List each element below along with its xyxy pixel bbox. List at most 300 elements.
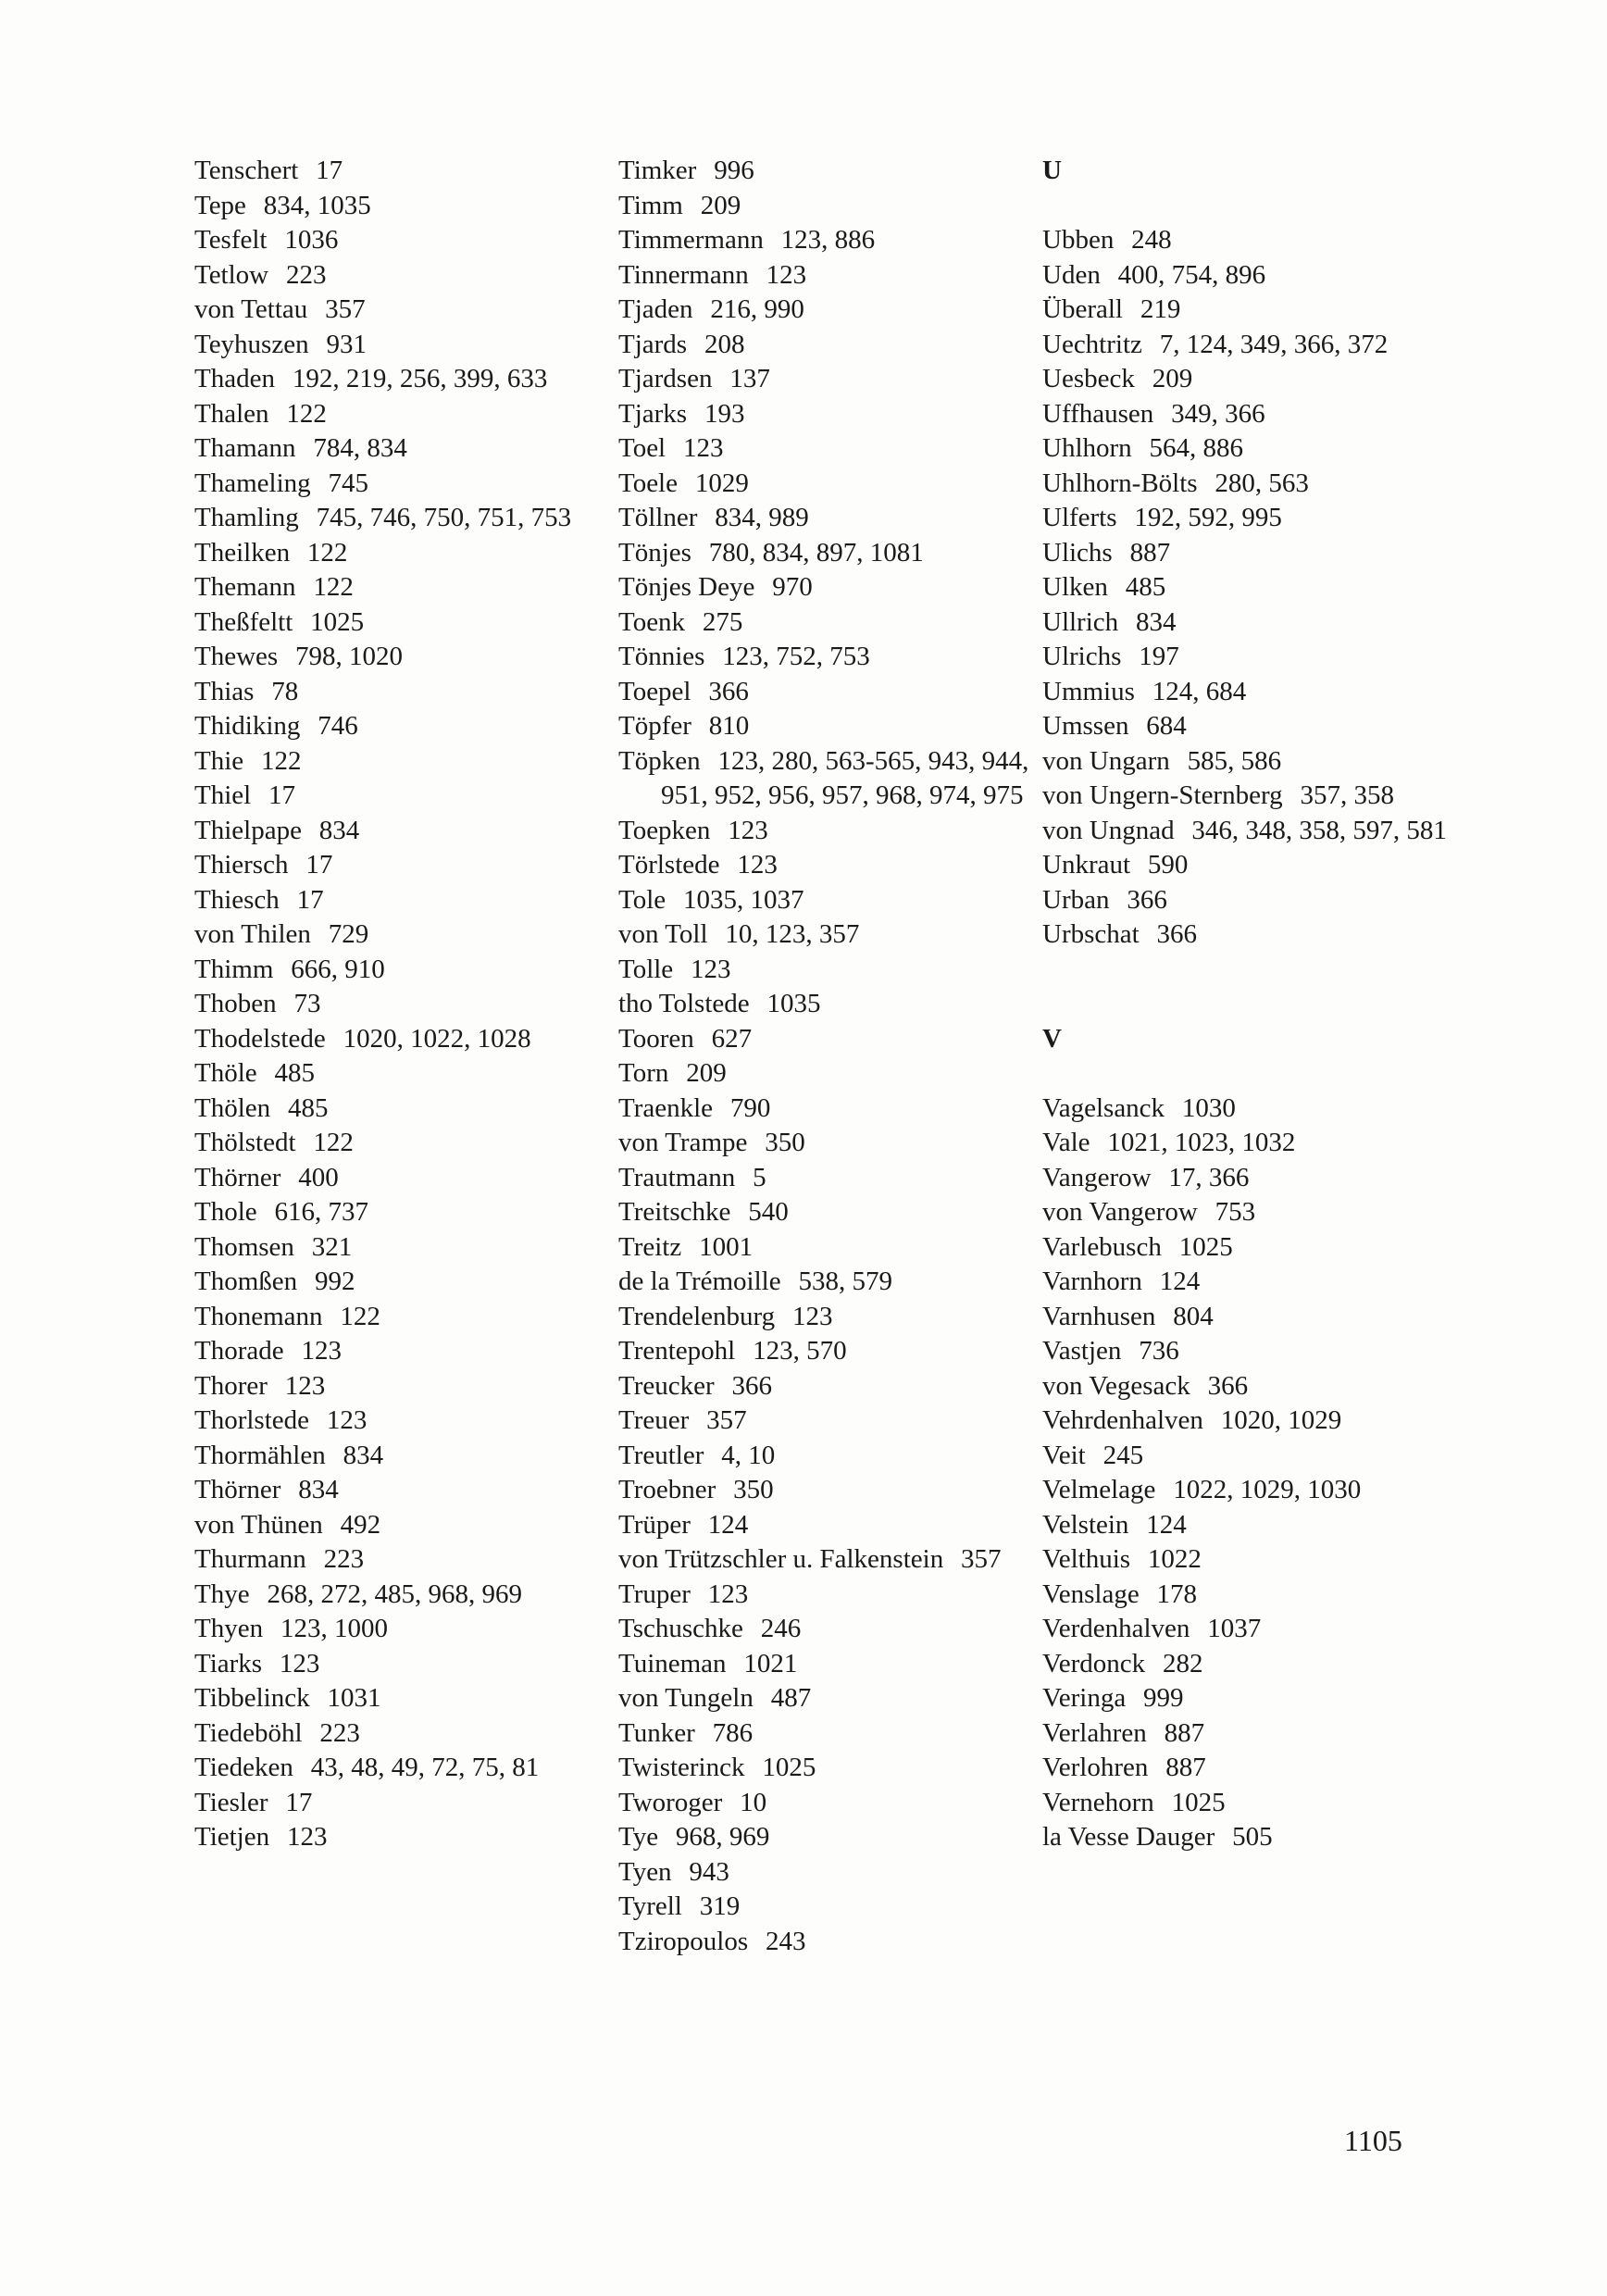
entry-pages: 538, 579	[798, 1267, 892, 1296]
entry-pages: 798, 1020	[295, 642, 404, 671]
entry-pages: 1021, 1023, 1032	[1107, 1128, 1296, 1157]
entry-name: Tepe	[194, 190, 246, 220]
entry-pages: 216, 990	[710, 294, 804, 324]
entry-name: Thormählen	[194, 1440, 326, 1470]
index-entry	[618, 1265, 1035, 1300]
entry-name: Tetlow	[194, 259, 269, 290]
entry-pages: 223	[285, 259, 327, 290]
entry-pages: 1029	[694, 468, 749, 498]
entry-pages: 122	[313, 572, 354, 602]
entry-pages: 684	[1146, 711, 1187, 741]
entry-name: von Thilen	[194, 919, 311, 949]
entry-name: Torn	[618, 1058, 669, 1088]
entry-name: Varnhusen	[1042, 1301, 1156, 1331]
index-entry	[194, 1473, 611, 1508]
entry-pages: 282	[1162, 1648, 1203, 1678]
entry-name: Tietjen	[194, 1822, 270, 1852]
index-entry	[618, 1751, 1035, 1786]
entry-name: von Ungern-Sternberg	[1042, 780, 1283, 810]
entry-name: Teyhuszen	[194, 329, 309, 359]
index-entry	[618, 1439, 1035, 1474]
entry-pages: 400, 754, 896	[1117, 259, 1266, 290]
entry-pages: 122	[306, 537, 348, 568]
entry-pages: 887	[1129, 537, 1171, 568]
entry-pages: 1025	[1171, 1787, 1226, 1817]
index-entry	[194, 779, 611, 814]
index-entry	[618, 953, 1035, 988]
entry-pages: 123	[682, 433, 724, 463]
entry-pages: 804	[1173, 1301, 1214, 1331]
index-entry	[618, 223, 1035, 258]
entry-name: Uesbeck	[1042, 364, 1135, 393]
index-column-2	[618, 154, 1035, 1959]
entry-name: Theilken	[194, 537, 291, 568]
entry-name: von Ungarn	[1042, 745, 1170, 776]
entry-pages: 193	[704, 398, 745, 429]
entry-pages: 1021	[743, 1648, 798, 1678]
entry-name: Überall	[1042, 294, 1123, 324]
entry-name: Thörner	[194, 1162, 281, 1192]
entry-name: Tibbelinck	[194, 1683, 310, 1713]
index-entry	[1042, 1612, 1459, 1647]
entry-name: Themann	[194, 572, 296, 602]
index-entry	[1042, 917, 1459, 953]
index-entry	[1042, 536, 1459, 571]
entry-name: Töpfer	[618, 711, 691, 741]
index-entry	[194, 848, 611, 883]
index-entry	[194, 1300, 611, 1335]
entry-name: Ubben	[1042, 225, 1115, 255]
index-entry	[618, 848, 1035, 883]
entry-name: von Vangerow	[1042, 1197, 1198, 1227]
entry-name: Truper	[618, 1578, 691, 1609]
entry-pages: 123	[326, 1405, 367, 1435]
entry-name: Vagelsanck	[1042, 1092, 1165, 1123]
entry-pages: 124	[707, 1509, 749, 1540]
index-entry	[194, 258, 611, 293]
index-entry	[1042, 1751, 1459, 1786]
entry-name: von Trampe	[618, 1128, 748, 1157]
entry-pages: 996	[714, 156, 754, 185]
entry-name: Tenschert	[194, 156, 299, 185]
index-entry	[618, 1542, 1035, 1578]
entry-name: Verdenhalven	[1042, 1614, 1190, 1643]
index-entry	[194, 987, 611, 1022]
entry-pages: 123	[691, 954, 731, 984]
entry-name: Urban	[1042, 884, 1110, 915]
entry-name: Thorade	[194, 1336, 284, 1366]
entry-name: Thoben	[194, 989, 277, 1018]
entry-name: tho Tolstede	[618, 989, 750, 1018]
index-entry	[618, 814, 1035, 849]
index-entry	[1042, 1265, 1459, 1300]
entry-pages: 10, 123, 357	[725, 919, 860, 949]
entry-name: Treutler	[618, 1440, 704, 1470]
entry-pages: 1037	[1207, 1614, 1262, 1643]
index-entry	[194, 640, 611, 675]
entry-pages: 10	[740, 1787, 767, 1817]
entry-name: Uhlhorn	[1042, 433, 1132, 463]
entry-name: von Tungeln	[618, 1683, 754, 1713]
entry-pages: 124	[1146, 1509, 1187, 1540]
entry-pages: 4, 10	[721, 1440, 776, 1470]
entry-pages: 585, 586	[1187, 745, 1282, 776]
entry-name: Vale	[1042, 1128, 1090, 1157]
index-entry	[618, 1578, 1035, 1613]
index-entry	[618, 1056, 1035, 1092]
entry-pages: 1031	[327, 1683, 381, 1713]
entry-name: Uffhausen	[1042, 398, 1154, 429]
entry-pages: 366	[731, 1370, 772, 1401]
index-entry	[194, 1265, 611, 1300]
index-entry	[194, 1820, 611, 1855]
index-entry	[194, 1578, 611, 1613]
section-spacer	[1042, 953, 1459, 988]
entry-pages: 1025	[1178, 1231, 1233, 1262]
entry-pages: 992	[315, 1267, 355, 1296]
index-entry	[194, 1195, 611, 1230]
entry-name: Ulrichs	[1042, 642, 1122, 671]
entry-pages: 123	[279, 1648, 320, 1678]
index-entry	[194, 1716, 611, 1752]
entry-name: Umssen	[1042, 711, 1129, 741]
entry-pages: 616, 737	[274, 1197, 368, 1227]
entry-name: Traenkle	[618, 1092, 714, 1123]
index-entry	[194, 154, 611, 189]
entry-pages: 931	[326, 329, 367, 359]
index-entry	[618, 570, 1035, 605]
index-entry	[1042, 1647, 1459, 1682]
index-entry	[1042, 1439, 1459, 1474]
index-entry	[1042, 1300, 1459, 1335]
index-entry	[1042, 1716, 1459, 1752]
index-entry	[618, 709, 1035, 744]
index-entry	[194, 328, 611, 363]
entry-pages: 17	[316, 156, 343, 185]
entry-name: Troebner	[618, 1475, 716, 1504]
entry-pages: 780, 834, 897, 1081	[708, 537, 924, 568]
entry-pages: 834	[318, 815, 360, 845]
entry-pages: 123, 886	[780, 225, 876, 255]
entry-pages: 268, 272, 485, 968, 969	[267, 1578, 522, 1609]
index-entry	[618, 1473, 1035, 1508]
index-entry	[1042, 1820, 1459, 1855]
entry-name: Tinnermann	[618, 259, 749, 290]
entry-pages: 1022, 1029, 1030	[1173, 1475, 1362, 1504]
index-entry	[618, 1508, 1035, 1543]
index-entry	[194, 570, 611, 605]
entry-pages: 1020, 1029	[1220, 1405, 1342, 1435]
index-entry	[1042, 848, 1459, 883]
entry-name: Thöle	[194, 1058, 257, 1088]
index-entry	[618, 1334, 1035, 1369]
index-entry	[618, 467, 1035, 502]
index-entry	[618, 154, 1035, 189]
index-entry	[1042, 814, 1459, 849]
entry-name: Thomsen	[194, 1231, 294, 1262]
entry-pages: 123	[728, 815, 768, 845]
entry-name: von Thünen	[194, 1509, 323, 1540]
index-entry	[1042, 570, 1459, 605]
index-entry	[1042, 744, 1459, 780]
entry-name: Treuer	[618, 1405, 690, 1435]
entry-pages: 17	[268, 780, 296, 810]
index-entry	[618, 1369, 1035, 1404]
entry-name: Thamling	[194, 503, 299, 532]
index-entry	[1042, 1195, 1459, 1230]
entry-name: Verlahren	[1042, 1717, 1147, 1748]
index-entry	[1042, 709, 1459, 744]
entry-name: Verdonck	[1042, 1648, 1146, 1678]
section-spacer	[1042, 189, 1459, 224]
entry-name: Tooren	[618, 1023, 694, 1054]
entry-name: Toel	[618, 433, 666, 463]
section-spacer	[1042, 987, 1459, 1022]
entry-name: Trüper	[618, 1509, 691, 1540]
entry-pages: 123, 570	[753, 1336, 847, 1366]
entry-pages: 1025	[310, 606, 365, 637]
index-entry	[618, 1300, 1035, 1335]
entry-name: Toenk	[618, 606, 686, 637]
entry-name: Toepken	[618, 815, 711, 845]
entry-pages: 834, 1035	[263, 190, 371, 220]
index-entry	[1042, 328, 1459, 363]
entry-pages: 943	[689, 1856, 729, 1887]
entry-pages: 122	[313, 1128, 354, 1157]
entry-pages: 745, 746, 750, 751, 753	[316, 503, 572, 532]
entry-name: Tziropoulos	[618, 1926, 749, 1956]
entry-name: Varlebusch	[1042, 1231, 1162, 1262]
index-entry	[1042, 883, 1459, 918]
index-entry	[618, 536, 1035, 571]
entry-pages: 357	[325, 294, 366, 324]
entry-pages: 736	[1139, 1336, 1179, 1366]
index-entry	[618, 1022, 1035, 1057]
entry-pages: 43, 48, 49, 72, 75, 81	[310, 1753, 540, 1782]
index-entry	[194, 953, 611, 988]
index-entry	[618, 640, 1035, 675]
index-entry	[1042, 1126, 1459, 1161]
entry-pages: 729	[328, 919, 369, 949]
entry-name: Timker	[618, 156, 697, 185]
entry-name: Thole	[194, 1197, 257, 1227]
section-spacer	[1042, 1056, 1459, 1092]
entry-name: Tiedeböhl	[194, 1717, 303, 1748]
entry-name: Thiesch	[194, 884, 280, 915]
entry-pages: 349, 366	[1171, 398, 1265, 429]
entry-pages: 73	[293, 989, 321, 1018]
entry-pages: 346, 348, 358, 597, 581	[1191, 815, 1447, 845]
entry-pages: 122	[286, 398, 327, 429]
entry-pages: 357	[961, 1544, 1002, 1574]
entry-pages: 223	[323, 1544, 365, 1574]
entry-name: Thölen	[194, 1092, 271, 1123]
entry-name: Tyen	[618, 1856, 672, 1887]
index-entry	[194, 1369, 611, 1404]
entry-pages: 17	[296, 884, 324, 915]
entry-pages: 887	[1164, 1717, 1205, 1748]
entry-name: Thimm	[194, 954, 274, 984]
entry-name: Toepel	[618, 676, 691, 706]
index-entry	[1042, 779, 1459, 814]
index-entry	[1042, 1508, 1459, 1543]
index-column-3	[1042, 154, 1459, 1855]
index-entry	[194, 1334, 611, 1369]
entry-name: Ullrich	[1042, 606, 1119, 637]
entry-name: Thalen	[194, 398, 269, 429]
entry-pages: 123	[766, 259, 807, 290]
index-entry	[194, 1404, 611, 1439]
entry-pages: 887	[1165, 1753, 1206, 1782]
entry-name: Tjardsen	[618, 364, 713, 393]
index-entry	[194, 189, 611, 224]
index-entry	[194, 1056, 611, 1092]
index-entry	[1042, 501, 1459, 536]
index-entry	[618, 605, 1035, 641]
entry-name: Timm	[618, 190, 683, 220]
entry-name: Thiersch	[194, 850, 289, 880]
entry-name: Trentepohl	[618, 1336, 736, 1366]
entry-pages: 209	[1152, 364, 1193, 393]
index-entry	[618, 1890, 1035, 1925]
entry-pages: 968, 969	[675, 1822, 770, 1852]
entry-pages: 123, 280, 563-565, 943, 944, 951, 952, 956, 957, 968, 974, 975	[661, 745, 1029, 810]
entry-name: Töpken	[618, 745, 701, 776]
entry-name: Tjaden	[618, 294, 693, 324]
entry-name: Thaden	[194, 364, 275, 393]
entry-pages: 590	[1147, 850, 1189, 880]
entry-name: Töllner	[618, 503, 698, 532]
entry-pages: 78	[271, 676, 299, 706]
entry-pages: 784, 834	[313, 433, 407, 463]
index-entry	[194, 223, 611, 258]
index-entry	[194, 1681, 611, 1716]
index-entry	[1042, 397, 1459, 432]
entry-name: Thye	[194, 1578, 250, 1609]
entry-name: Theßfeltt	[194, 606, 293, 637]
index-entry	[618, 328, 1035, 363]
index-entry	[618, 1404, 1035, 1439]
index-entry	[618, 987, 1035, 1022]
entry-pages: 1035, 1037	[682, 884, 804, 915]
index-entry	[618, 1195, 1035, 1230]
index-entry	[1042, 1578, 1459, 1613]
index-entry	[194, 1230, 611, 1266]
entry-pages: 209	[700, 190, 741, 220]
index-entry	[1042, 1542, 1459, 1578]
entry-name: Thidiking	[194, 711, 301, 741]
index-entry	[194, 1508, 611, 1543]
entry-name: Tschuschke	[618, 1614, 743, 1643]
entry-pages: 786	[712, 1717, 754, 1748]
entry-name: de la Trémoille	[618, 1267, 781, 1296]
entry-pages: 350	[765, 1128, 805, 1157]
entry-name: Tyrell	[618, 1891, 682, 1921]
index-entry	[618, 362, 1035, 397]
index-entry	[618, 258, 1035, 293]
entry-name: Thameling	[194, 468, 311, 498]
entry-pages: 223	[319, 1717, 360, 1748]
entry-name: Tiedeken	[194, 1753, 293, 1782]
index-entry	[1042, 467, 1459, 502]
entry-name: Velstein	[1042, 1509, 1129, 1540]
entry-pages: 209	[686, 1058, 727, 1088]
entry-name: Tönjes Deye	[618, 572, 755, 602]
index-entry	[1042, 362, 1459, 397]
entry-pages: 485	[288, 1092, 329, 1123]
entry-pages: 970	[772, 572, 813, 602]
entry-pages: 485	[1125, 572, 1166, 602]
index-entry	[194, 1647, 611, 1682]
entry-name: Tjarks	[618, 398, 688, 429]
entry-name: Thiel	[194, 780, 252, 810]
index-entry	[1042, 1334, 1459, 1369]
index-entry	[194, 1786, 611, 1821]
entry-name: Trendelenburg	[618, 1301, 776, 1331]
entry-pages: 1001	[699, 1231, 754, 1262]
index-entry	[194, 397, 611, 432]
index-entry	[194, 467, 611, 502]
entry-name: Vehrdenhalven	[1042, 1405, 1203, 1435]
entry-name: Unkraut	[1042, 850, 1131, 880]
entry-pages: 487	[770, 1683, 812, 1713]
entry-name: Velmelage	[1042, 1475, 1156, 1504]
entry-pages: 357, 358	[1300, 780, 1394, 810]
entry-name: Ulferts	[1042, 503, 1117, 532]
entry-pages: 137	[729, 364, 770, 393]
index-entry	[618, 1612, 1035, 1647]
entry-pages: 540	[748, 1197, 789, 1227]
entry-pages: 366	[1156, 919, 1198, 949]
index-entry	[1042, 431, 1459, 467]
entry-pages: 192, 219, 256, 399, 633	[292, 364, 548, 393]
entry-name: Urbschat	[1042, 919, 1140, 949]
entry-pages: 1030	[1181, 1092, 1236, 1123]
entry-pages: 810	[708, 711, 750, 741]
entry-name: Tye	[618, 1822, 659, 1852]
entry-name: Veringa	[1042, 1683, 1127, 1713]
entry-pages: 122	[261, 745, 302, 776]
index-entry	[194, 1612, 611, 1647]
index-entry	[194, 883, 611, 918]
index-entry	[618, 883, 1035, 918]
index-entry	[618, 1855, 1035, 1890]
index-entry	[618, 1126, 1035, 1161]
entry-name: Thielpape	[194, 815, 302, 845]
entry-pages: 999	[1143, 1683, 1184, 1713]
entry-pages: 321	[311, 1231, 353, 1262]
entry-pages: 366	[708, 676, 749, 706]
index-entry	[194, 814, 611, 849]
entry-pages: 197	[1139, 642, 1179, 671]
entry-name: Uhlhorn-Bölts	[1042, 468, 1198, 498]
index-entry	[1042, 223, 1459, 258]
entry-pages: 123	[737, 850, 778, 880]
entry-pages: 280, 563	[1215, 468, 1309, 498]
page-number: 1105	[1344, 2124, 1402, 2157]
entry-pages: 834	[343, 1440, 384, 1470]
entry-name: von Tettau	[194, 294, 308, 324]
entry-pages: 123, 1000	[280, 1614, 388, 1643]
entry-name: Thamann	[194, 433, 296, 463]
entry-pages: 123, 752, 753	[722, 642, 870, 671]
entry-name: Ulichs	[1042, 537, 1113, 568]
entry-pages: 1036	[284, 225, 339, 255]
index-entry	[618, 1925, 1035, 1960]
entry-pages: 753	[1215, 1197, 1256, 1227]
entry-name: la Vesse Dauger	[1042, 1822, 1215, 1852]
entry-name: von Toll	[618, 919, 708, 949]
